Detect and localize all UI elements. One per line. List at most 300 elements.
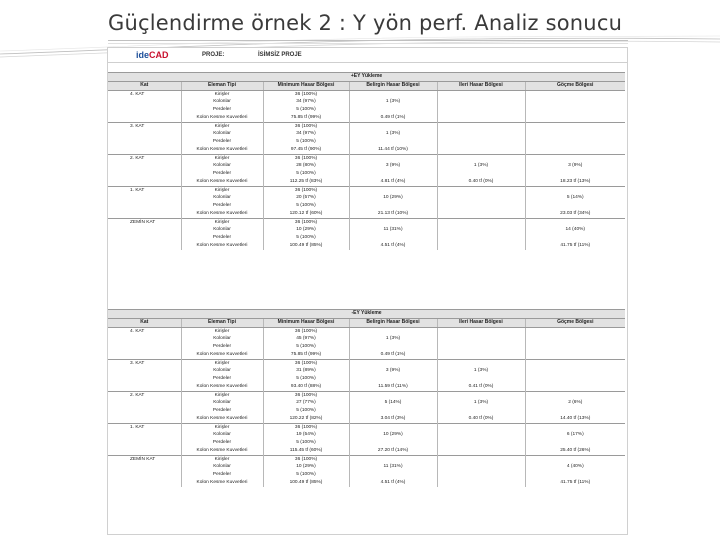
collapse-cell [525, 351, 625, 359]
kat-cell [108, 130, 181, 138]
advanced-damage-cell [437, 439, 525, 447]
minimum-damage-cell: 5 (100%) [263, 170, 349, 178]
kat-cell [108, 194, 181, 202]
table-row [108, 114, 625, 122]
advanced-damage-cell [437, 351, 525, 359]
minimum-damage-cell: 97.45 tf (90%) [263, 146, 349, 154]
advanced-damage-cell [437, 242, 525, 250]
table-row [108, 90, 625, 98]
element-type-cell: Kolon Kesme Kuvvetleri [181, 210, 263, 218]
collapse-cell: 4 (40%) [525, 463, 625, 471]
element-type-cell: Kirişler [181, 218, 263, 226]
table-row [108, 391, 625, 399]
minimum-damage-cell: 27 (77%) [263, 399, 349, 407]
load-case-caption: +EY Yükleme [108, 73, 625, 82]
significant-damage-cell [349, 407, 437, 415]
table-row [108, 162, 625, 170]
table-header-row [108, 318, 625, 327]
element-type-cell: Perdeler [181, 202, 263, 210]
kat-cell [108, 439, 181, 447]
advanced-damage-cell [437, 431, 525, 439]
minimum-damage-cell: 36 (100%) [263, 218, 349, 226]
kat-cell: 1. KAT [108, 186, 181, 194]
minimum-damage-cell: 36 (100%) [263, 186, 349, 194]
minimum-damage-cell: 36 (100%) [263, 455, 349, 463]
kat-cell: 2. KAT [108, 154, 181, 162]
column-header: Göçme Bölgesi [525, 318, 625, 327]
kat-cell [108, 407, 181, 415]
table-row [108, 407, 625, 415]
table-row [108, 423, 625, 431]
element-type-cell: Kolonlar [181, 463, 263, 471]
advanced-damage-cell: 1 (3%) [437, 162, 525, 170]
column-header: Eleman Tipi [181, 81, 263, 90]
significant-damage-cell: 11.59 tf (11%) [349, 383, 437, 391]
table-row [108, 415, 625, 423]
table-row [108, 138, 625, 146]
minimum-damage-cell: 115.45 tf (60%) [263, 447, 349, 455]
collapse-cell [525, 391, 625, 399]
advanced-damage-cell [437, 343, 525, 351]
element-type-cell: Kolonlar [181, 194, 263, 202]
significant-damage-cell [349, 455, 437, 463]
collapse-cell [525, 327, 625, 335]
kat-cell [108, 415, 181, 423]
element-type-cell: Kolonlar [181, 431, 263, 439]
significant-damage-cell [349, 90, 437, 98]
kat-cell [108, 226, 181, 234]
kat-cell [108, 146, 181, 154]
kat-cell [108, 335, 181, 343]
collapse-cell: 3 (9%) [525, 162, 625, 170]
advanced-damage-cell [437, 234, 525, 242]
table-header-row [108, 81, 625, 90]
significant-damage-cell [349, 439, 437, 447]
minimum-damage-cell: 45 (97%) [263, 335, 349, 343]
table-row [108, 383, 625, 391]
kat-cell [108, 178, 181, 186]
element-type-cell: Kolonlar [181, 335, 263, 343]
kat-cell: 1. KAT [108, 423, 181, 431]
collapse-cell: 23.03 tf (34%) [525, 210, 625, 218]
significant-damage-cell: 3 (9%) [349, 367, 437, 375]
table-caption-row [108, 73, 625, 82]
table-row [108, 479, 625, 487]
kat-cell: ZEMİN KAT [108, 455, 181, 463]
kat-cell [108, 351, 181, 359]
advanced-damage-cell [437, 146, 525, 154]
collapse-cell [525, 407, 625, 415]
element-type-cell: Perdeler [181, 375, 263, 383]
kat-cell [108, 98, 181, 106]
kat-cell [108, 383, 181, 391]
table-row [108, 431, 625, 439]
table-row [108, 351, 625, 359]
element-type-cell: Kolonlar [181, 367, 263, 375]
element-type-cell: Kolon Kesme Kuvvetleri [181, 415, 263, 423]
significant-damage-cell: 4.51 tf (4%) [349, 479, 437, 487]
kat-cell: 3. KAT [108, 359, 181, 367]
collapse-cell [525, 439, 625, 447]
table-row [108, 170, 625, 178]
collapse-cell [525, 471, 625, 479]
minimum-damage-cell: 19 (54%) [263, 431, 349, 439]
collapse-cell [525, 375, 625, 383]
kat-cell [108, 479, 181, 487]
significant-damage-cell: 4.81 tf (4%) [349, 178, 437, 186]
significant-damage-cell: 27.20 tf (14%) [349, 447, 437, 455]
element-type-cell: Perdeler [181, 439, 263, 447]
minimum-damage-cell: 75.85 tf (99%) [263, 114, 349, 122]
minimum-damage-cell: 100.49 tf (85%) [263, 479, 349, 487]
table-row [108, 130, 625, 138]
slide-title: Güçlendirme örnek 2 : Y yön perf. Analiz sonucu [108, 11, 623, 35]
kat-cell [108, 343, 181, 351]
collapse-cell: 6 (17%) [525, 431, 625, 439]
minimum-damage-cell: 120.22 tf (82%) [263, 415, 349, 423]
significant-damage-cell [349, 186, 437, 194]
table-row [108, 122, 625, 130]
advanced-damage-cell [437, 423, 525, 431]
element-type-cell: Kolon Kesme Kuvvetleri [181, 351, 263, 359]
element-type-cell: Kirişler [181, 391, 263, 399]
advanced-damage-cell [437, 479, 525, 487]
title-underline [108, 40, 628, 41]
significant-damage-cell [349, 106, 437, 114]
significant-damage-cell [349, 122, 437, 130]
load-case-caption: -EY Yükleme [108, 310, 625, 319]
advanced-damage-cell [437, 122, 525, 130]
collapse-cell [525, 138, 625, 146]
table-row [108, 399, 625, 407]
kat-cell [108, 375, 181, 383]
collapse-cell [525, 114, 625, 122]
advanced-damage-cell [437, 391, 525, 399]
collapse-cell [525, 367, 625, 375]
table-row [108, 455, 625, 463]
idecad-logo: ideCAD [136, 50, 169, 60]
kat-cell: 2. KAT [108, 391, 181, 399]
collapse-cell: 14.40 tf (13%) [525, 415, 625, 423]
report-header-bar [108, 48, 627, 63]
table-row [108, 202, 625, 210]
kat-cell [108, 202, 181, 210]
element-type-cell: Kolon Kesme Kuvvetleri [181, 383, 263, 391]
minimum-damage-cell: 5 (100%) [263, 375, 349, 383]
kat-cell [108, 431, 181, 439]
results-table-negative [108, 309, 625, 487]
advanced-damage-cell [437, 194, 525, 202]
advanced-damage-cell [437, 327, 525, 335]
element-type-cell: Kirişler [181, 359, 263, 367]
kat-cell [108, 471, 181, 479]
significant-damage-cell: 1 (3%) [349, 98, 437, 106]
element-type-cell: Kolonlar [181, 98, 263, 106]
element-type-cell: Perdeler [181, 471, 263, 479]
kat-cell [108, 447, 181, 455]
element-type-cell: Kirişler [181, 455, 263, 463]
table-row [108, 471, 625, 479]
advanced-damage-cell [437, 359, 525, 367]
collapse-cell: 41.75 tf (11%) [525, 479, 625, 487]
advanced-damage-cell [437, 202, 525, 210]
element-type-cell: Perdeler [181, 106, 263, 114]
advanced-damage-cell: 0.40 tf (0%) [437, 178, 525, 186]
collapse-cell [525, 423, 625, 431]
minimum-damage-cell: 20 (57%) [263, 194, 349, 202]
collapse-cell: 41.75 tf (11%) [525, 242, 625, 250]
advanced-damage-cell [437, 130, 525, 138]
collapse-cell [525, 90, 625, 98]
element-type-cell: Kolon Kesme Kuvvetleri [181, 146, 263, 154]
minimum-damage-cell: 34 (97%) [263, 98, 349, 106]
element-type-cell: Kolon Kesme Kuvvetleri [181, 178, 263, 186]
column-header: Kat [108, 318, 181, 327]
kat-cell: 3. KAT [108, 122, 181, 130]
column-header: Kat [108, 81, 181, 90]
significant-damage-cell [349, 154, 437, 162]
advanced-damage-cell [437, 375, 525, 383]
element-type-cell: Kolon Kesme Kuvvetleri [181, 479, 263, 487]
advanced-damage-cell: 1 (3%) [437, 399, 525, 407]
kat-cell [108, 367, 181, 375]
kat-cell [108, 210, 181, 218]
collapse-cell [525, 122, 625, 130]
table-row [108, 218, 625, 226]
minimum-damage-cell: 36 (100%) [263, 154, 349, 162]
advanced-damage-cell: 0.41 tf (0%) [437, 383, 525, 391]
advanced-damage-cell [437, 210, 525, 218]
collapse-cell [525, 170, 625, 178]
advanced-damage-cell [437, 186, 525, 194]
advanced-damage-cell [437, 455, 525, 463]
minimum-damage-cell: 5 (100%) [263, 439, 349, 447]
significant-damage-cell: 11 (31%) [349, 226, 437, 234]
significant-damage-cell: 1 (3%) [349, 335, 437, 343]
title-underline-secondary [108, 43, 628, 44]
element-type-cell: Perdeler [181, 234, 263, 242]
significant-damage-cell [349, 202, 437, 210]
collapse-cell [525, 335, 625, 343]
element-type-cell: Kirişler [181, 186, 263, 194]
table-row [108, 359, 625, 367]
collapse-cell: 2 (6%) [525, 399, 625, 407]
element-type-cell: Perdeler [181, 170, 263, 178]
kat-cell [108, 106, 181, 114]
significant-damage-cell [349, 234, 437, 242]
element-type-cell: Kolonlar [181, 130, 263, 138]
kat-cell [108, 399, 181, 407]
significant-damage-cell [349, 218, 437, 226]
kat-cell [108, 234, 181, 242]
advanced-damage-cell [437, 98, 525, 106]
report-screenshot [107, 47, 628, 535]
collapse-cell [525, 130, 625, 138]
table-row [108, 367, 625, 375]
advanced-damage-cell [437, 447, 525, 455]
minimum-damage-cell: 36 (100%) [263, 359, 349, 367]
significant-damage-cell [349, 170, 437, 178]
element-type-cell: Kirişler [181, 90, 263, 98]
significant-damage-cell [349, 375, 437, 383]
collapse-cell [525, 234, 625, 242]
column-header: Minimum Hasar Bölgesi [263, 81, 349, 90]
table-row [108, 98, 625, 106]
table-row [108, 327, 625, 335]
advanced-damage-cell [437, 154, 525, 162]
collapse-cell [525, 383, 625, 391]
minimum-damage-cell: 5 (100%) [263, 234, 349, 242]
element-type-cell: Kirişler [181, 154, 263, 162]
collapse-cell [525, 106, 625, 114]
table-row [108, 463, 625, 471]
kat-cell [108, 114, 181, 122]
element-type-cell: Kirişler [181, 122, 263, 130]
minimum-damage-cell: 100.49 tf (85%) [263, 242, 349, 250]
minimum-damage-cell: 5 (100%) [263, 407, 349, 415]
collapse-cell [525, 146, 625, 154]
minimum-damage-cell: 34 (97%) [263, 130, 349, 138]
element-type-cell: Kolonlar [181, 226, 263, 234]
minimum-damage-cell: 36 (100%) [263, 90, 349, 98]
results-table-positive [108, 72, 625, 250]
significant-damage-cell [349, 343, 437, 351]
table-row [108, 242, 625, 250]
collapse-cell [525, 98, 625, 106]
element-type-cell: Kolon Kesme Kuvvetleri [181, 114, 263, 122]
minimum-damage-cell: 10 (29%) [263, 226, 349, 234]
advanced-damage-cell [437, 463, 525, 471]
collapse-cell: 5 (14%) [525, 194, 625, 202]
kat-cell [108, 162, 181, 170]
collapse-cell: 18.23 tf (13%) [525, 178, 625, 186]
table-row [108, 343, 625, 351]
significant-damage-cell: 11.44 tf (10%) [349, 146, 437, 154]
significant-damage-cell [349, 327, 437, 335]
minimum-damage-cell: 75.85 tf (99%) [263, 351, 349, 359]
advanced-damage-cell [437, 226, 525, 234]
collapse-cell [525, 359, 625, 367]
minimum-damage-cell: 5 (100%) [263, 343, 349, 351]
element-type-cell: Perdeler [181, 407, 263, 415]
minimum-damage-cell: 28 (80%) [263, 162, 349, 170]
project-name: İSİMSİZ PROJE [258, 52, 302, 58]
significant-damage-cell: 3 (9%) [349, 162, 437, 170]
column-header: İleri Hasar Bölgesi [437, 81, 525, 90]
table-caption-row [108, 310, 625, 319]
advanced-damage-cell [437, 335, 525, 343]
minimum-damage-cell: 5 (100%) [263, 106, 349, 114]
collapse-cell [525, 154, 625, 162]
significant-damage-cell [349, 138, 437, 146]
minimum-damage-cell: 36 (100%) [263, 423, 349, 431]
table-row [108, 439, 625, 447]
column-header: Minimum Hasar Bölgesi [263, 318, 349, 327]
element-type-cell: Perdeler [181, 138, 263, 146]
element-type-cell: Perdeler [181, 343, 263, 351]
minimum-damage-cell: 5 (100%) [263, 202, 349, 210]
element-type-cell: Kolon Kesme Kuvvetleri [181, 242, 263, 250]
element-type-cell: Kirişler [181, 327, 263, 335]
minimum-damage-cell: 36 (100%) [263, 391, 349, 399]
minimum-damage-cell: 31 (89%) [263, 367, 349, 375]
significant-damage-cell: 10 (29%) [349, 194, 437, 202]
significant-damage-cell: 21.13 tf (10%) [349, 210, 437, 218]
element-type-cell: Kolon Kesme Kuvvetleri [181, 447, 263, 455]
table-row [108, 106, 625, 114]
advanced-damage-cell: 0.40 tf (0%) [437, 415, 525, 423]
project-label: PROJE: [202, 52, 225, 58]
collapse-cell [525, 186, 625, 194]
minimum-damage-cell: 112.25 tf (83%) [263, 178, 349, 186]
element-type-cell: Kolonlar [181, 162, 263, 170]
table-row [108, 447, 625, 455]
column-header: Göçme Bölgesi [525, 81, 625, 90]
significant-damage-cell: 0.49 tf (1%) [349, 351, 437, 359]
advanced-damage-cell [437, 218, 525, 226]
element-type-cell: Kirişler [181, 423, 263, 431]
table-row [108, 194, 625, 202]
advanced-damage-cell [437, 138, 525, 146]
table-row [108, 186, 625, 194]
advanced-damage-cell [437, 407, 525, 415]
minimum-damage-cell: 5 (100%) [263, 138, 349, 146]
table-row [108, 234, 625, 242]
significant-damage-cell: 11 (31%) [349, 463, 437, 471]
element-type-cell: Kolonlar [181, 399, 263, 407]
collapse-cell: 14 (40%) [525, 226, 625, 234]
minimum-damage-cell: 36 (100%) [263, 122, 349, 130]
advanced-damage-cell [437, 106, 525, 114]
collapse-cell: 25.40 tf (26%) [525, 447, 625, 455]
kat-cell [108, 138, 181, 146]
significant-damage-cell: 1 (3%) [349, 130, 437, 138]
significant-damage-cell [349, 359, 437, 367]
kat-cell [108, 242, 181, 250]
table-row [108, 146, 625, 154]
kat-cell [108, 463, 181, 471]
minimum-damage-cell: 120.12 tf (60%) [263, 210, 349, 218]
column-header: Belirgin Hasar Bölgesi [349, 318, 437, 327]
significant-damage-cell: 4.51 tf (4%) [349, 242, 437, 250]
kat-cell: 4. KAT [130, 91, 145, 97]
significant-damage-cell [349, 391, 437, 399]
significant-damage-cell: 10 (29%) [349, 431, 437, 439]
collapse-cell [525, 343, 625, 351]
table-row [108, 375, 625, 383]
significant-damage-cell [349, 471, 437, 479]
column-header: Belirgin Hasar Bölgesi [349, 81, 437, 90]
column-header: İleri Hasar Bölgesi [437, 318, 525, 327]
advanced-damage-cell: 1 (3%) [437, 367, 525, 375]
table-row [108, 154, 625, 162]
table-row [108, 226, 625, 234]
minimum-damage-cell: 36 (100%) [263, 327, 349, 335]
significant-damage-cell: 5 (14%) [349, 399, 437, 407]
minimum-damage-cell: 10 (29%) [263, 463, 349, 471]
minimum-damage-cell: 5 (100%) [263, 471, 349, 479]
advanced-damage-cell [437, 471, 525, 479]
table-row [108, 335, 625, 343]
kat-cell: ZEMİN KAT [108, 218, 181, 226]
table-row [108, 178, 625, 186]
collapse-cell [525, 455, 625, 463]
column-header: Eleman Tipi [181, 318, 263, 327]
collapse-cell [525, 202, 625, 210]
significant-damage-cell: 3.04 tf (3%) [349, 415, 437, 423]
kat-cell: 4. KAT [130, 328, 145, 334]
collapse-cell [525, 218, 625, 226]
